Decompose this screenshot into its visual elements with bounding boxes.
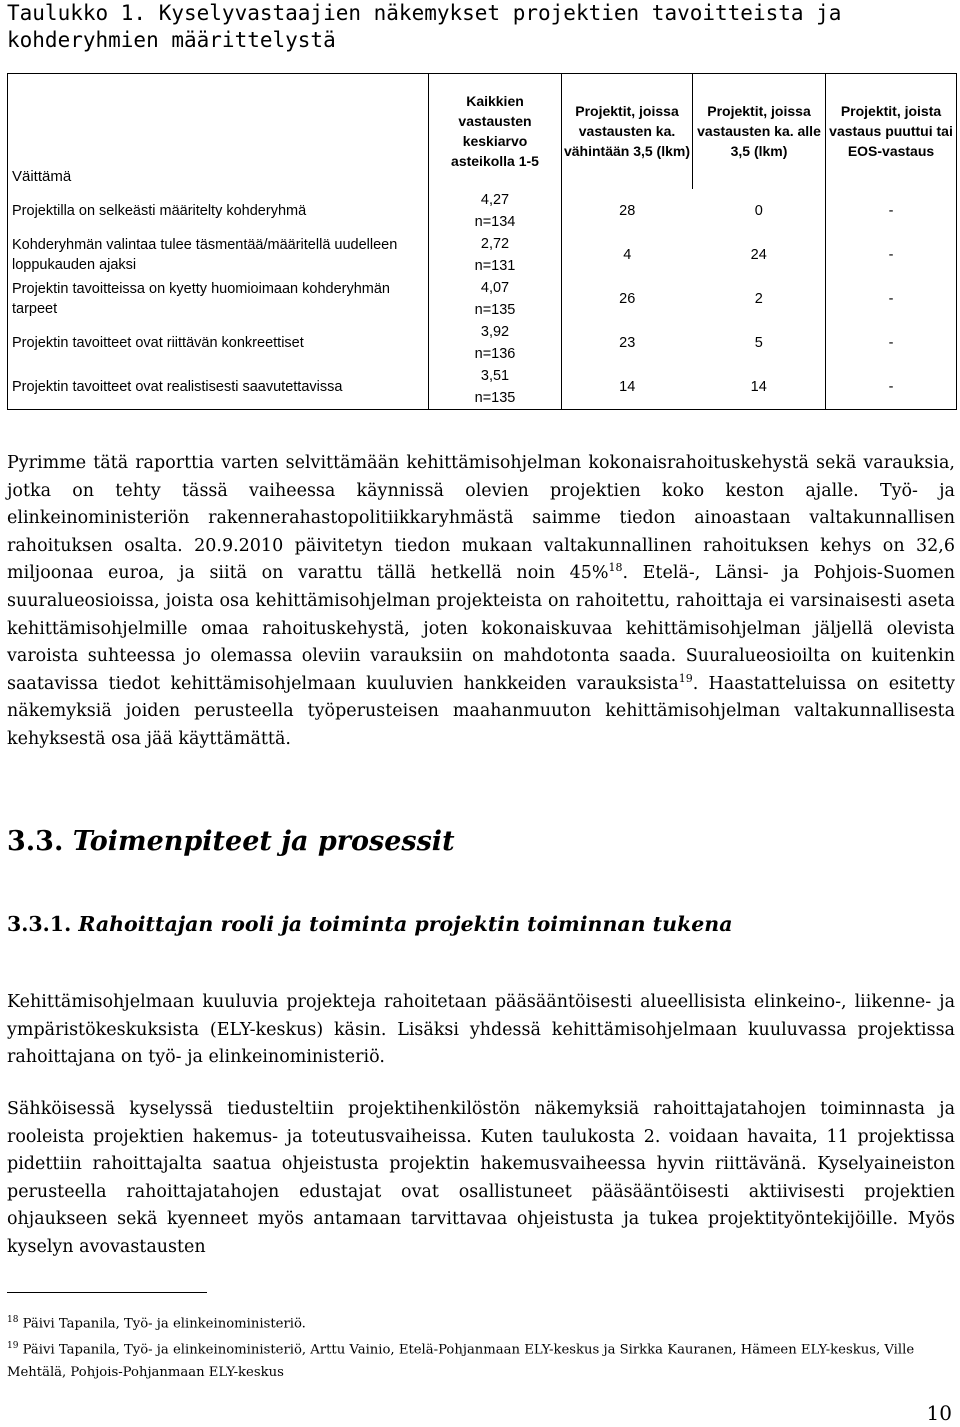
footnote-ref-18: 18: [608, 561, 623, 575]
at-least-cell: 4: [623, 246, 632, 263]
table-row: [8, 321, 957, 365]
footnotes: [7, 1309, 955, 1384]
missing-cell: -: [826, 365, 957, 410]
average-cell: [429, 277, 562, 321]
statement-cell: Projektin tavoitteet ovat realistisesti saavutettavissa: [8, 365, 429, 410]
average-value: 3,92: [480, 323, 510, 340]
footnote-separator: [7, 1292, 207, 1293]
average-cell: [429, 189, 562, 233]
below-cell: 14: [693, 365, 826, 410]
sample-size: n=136: [474, 345, 516, 362]
table-header-row: [8, 74, 957, 189]
average-value: 3,51: [480, 367, 510, 384]
table-row: [8, 365, 957, 410]
header-below: Projektit, joissa vastausten ka. alle 3,5 (lkm): [693, 74, 826, 189]
statement-cell: Projektilla on selkeästi määritelty kohderyhmä: [8, 189, 429, 233]
header-average: Kaikkien vastausten keskiarvo asteikolla 1-5: [429, 74, 562, 189]
paragraph-text: . Etelä-, Länsi- ja Pohjois-Suomen suuralueosioissa, joista osa kehittämisohjelman projekteista on rahoitettu, rahoittaja ei varsinaisesti aseta kehittämisohjelmille omaa rahoituskehystä, joten kokonaiskuvaa kehittämisohjelman jäljellä olevista varoista suhteessa jo olemassa oleviin varauksiin on mahdotonta saada. Suuralueosioilta on kuitenkin saatavissa tiedot kehittämisohjelmaan kuuluvien hankkeiden varauksista: [7, 563, 955, 694]
average-value: 4,27: [480, 191, 510, 208]
sample-size: n=135: [474, 301, 516, 318]
below-cell: 24: [750, 246, 767, 263]
footnote-mark: 18: [7, 1315, 19, 1325]
below-cell: 5: [754, 334, 763, 351]
footnote: [7, 1335, 955, 1383]
missing-cell: -: [826, 277, 957, 321]
average-value: 4,07: [480, 279, 510, 296]
sample-size: n=134: [474, 213, 516, 230]
section-heading: [7, 826, 455, 857]
statement-cell: Projektin tavoitteissa on kyetty huomioimaan kohderyhmän tarpeet: [8, 277, 429, 321]
table-row: [8, 277, 957, 321]
subsection-heading: [7, 912, 732, 936]
table-row: [8, 233, 957, 277]
footnote-ref-19: 19: [678, 671, 693, 685]
statement-cell: Projektin tavoitteet ovat riittävän konkreettiset: [8, 321, 429, 365]
at-least-cell: 23: [619, 334, 636, 351]
at-least-cell: 26: [619, 290, 636, 307]
survey-table-container: [7, 73, 956, 405]
paragraph-text: . Haastatteluissa on esitetty näkemyksiä joiden perusteella työperusteisen maahanmuuton kehittämisohjelman valtakunnallisesta kehyksestä osa jää käyttämättä.: [7, 673, 955, 749]
table-row: [8, 189, 957, 233]
footnote: [7, 1309, 955, 1335]
body-paragraph-3: Sähköisessä kyselyssä tiedusteltiin projektihenkilöstön näkemyksiä rahoittajatahojen toiminnasta ja rooleista projektien hakemus- ja toteutusvaiheissa. Kuten taulukosta 2. voidaan havaita, 11 projektissa pidettiin rahoittajalta saatua ohjeistusta projektin hakemusvaiheessa hyvin riittävänä. Kyselyaineiston perusteella rahoittajatahojen edustajat ovat osallistuneet pääsääntöisesti aktiivisesti projektien ohjaukseen sekä kyenneet myös antamaan tarvittavaa ohjeistusta ja tukea projektityöntekijöille. Myös kyselyn avovastausten: [7, 1099, 955, 1257]
below-cell: 2: [754, 290, 763, 307]
subsection-number: 3.3.1.: [7, 912, 72, 936]
header-statement: Väittämä: [8, 74, 429, 189]
section-number: 3.3.: [7, 826, 64, 857]
below-cell: 0: [754, 202, 763, 219]
average-value: 2,72: [480, 235, 510, 252]
average-cell: [429, 365, 562, 410]
body-paragraph-1: [7, 450, 955, 754]
footnote-text: Päivi Tapanila, Työ- ja elinkeinoministeriö, Arttu Vainio, Etelä-Pohjanmaan ELY-keskus ja Sirkka Kauranen, Hämeen ELY-keskus, Ville Mehtälä, Pohjois-Pohjanmaan ELY-keskus: [7, 1342, 915, 1380]
survey-table: [7, 73, 957, 410]
subsection-title: Rahoittajan rooli ja toiminta projektin toiminnan tukena: [78, 912, 733, 936]
at-least-cell: 14: [562, 365, 693, 410]
table-caption: Taulukko 1. Kyselyvastaajien näkemykset projektien tavoitteista ja kohderyhmien määrittelystä: [7, 1, 842, 52]
footnote-mark: 19: [7, 1341, 19, 1352]
body-paragraph-2: Kehittämisohjelmaan kuuluvia projekteja rahoitetaan pääsääntöisesti alueellisista elinkeino-, liikenne- ja ympäristökeskuksista (ELY-keskus) käsin. Lisäksi yhdessä kehittämisohjelmaan kuuluvassa projektissa rahoittajana on työ- ja elinkeinoministeriö.: [7, 992, 955, 1068]
page-number: 10: [926, 1401, 952, 1425]
paragraph-text: Pyrimme tätä raporttia varten selvittämään kehittämisohjelman kokonaisrahoituskehystä sekä varauksia, jotka on tehty tässä vaiheessa käynnissä olevien projektien koko keston ajalle. Työ- ja elinkeinoministeriön rakennerahastopolitiikkaryhmästä saimme tiedon ainoastaan valtakunnallisen rahoituksen osalta. 20.9.2010 päivitetyn tiedon mukaan valtakunnallinen rahoituksen kehys on 32,6 miljoonaa euroa, ja siitä on varattu tällä hetkellä noin 45%: [7, 453, 955, 584]
statement-cell: Kohderyhmän valintaa tulee täsmentää/määritellä uudelleen loppukauden ajaksi: [8, 233, 429, 277]
missing-cell: -: [826, 233, 957, 277]
section-title: Toimenpiteet ja prosessit: [72, 826, 455, 857]
sample-size: n=131: [474, 257, 516, 274]
missing-cell: -: [826, 189, 957, 233]
average-cell: [429, 321, 562, 365]
header-missing: Projektit, joista vastaus puuttui tai EOS-vastaus: [826, 74, 957, 189]
sample-size: n=135: [474, 389, 516, 406]
at-least-cell: 28: [619, 202, 636, 219]
missing-cell: -: [826, 321, 957, 365]
average-cell: [429, 233, 562, 277]
header-at-least: Projektit, joissa vastausten ka. vähintään 3,5 (lkm): [562, 74, 693, 189]
footnote-text: Päivi Tapanila, Työ- ja elinkeinoministeriö.: [18, 1316, 306, 1332]
